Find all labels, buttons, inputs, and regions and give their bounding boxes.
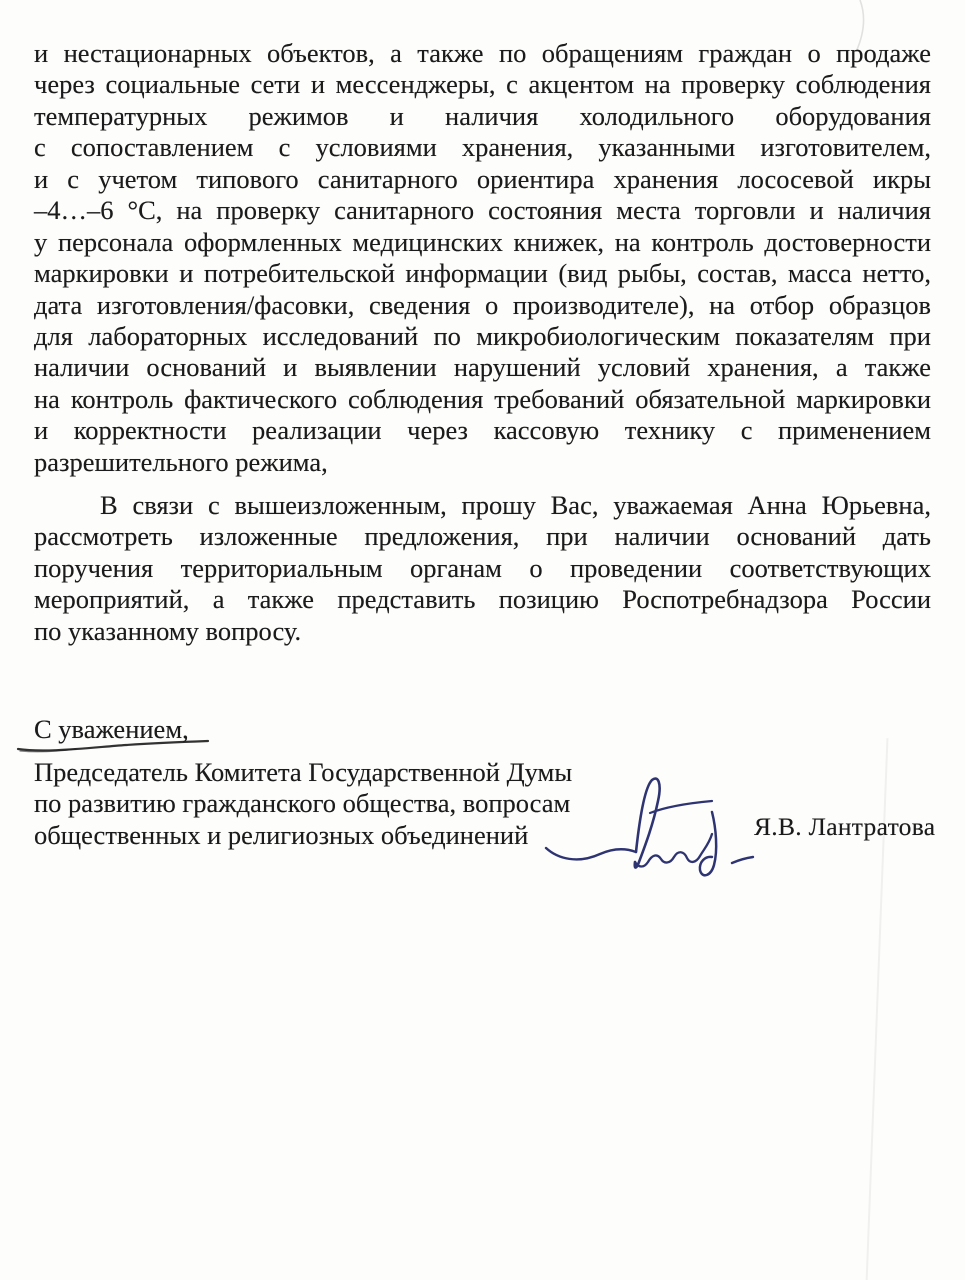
text-line: Председатель Комитета Государственной Думы <box>34 756 573 787</box>
text-line: дата изготовления/фасовки, сведения о производителе), на отбор образцов <box>34 289 931 320</box>
text-line: рассмотреть изложенные предложения, при наличии оснований дать <box>34 521 931 552</box>
text-line: для лабораторных исследований по микробиологическим показателям при <box>34 320 931 351</box>
text-line: на контроль фактического соблюдения требований обязательной маркировки <box>34 383 931 414</box>
handwritten-underline <box>16 736 211 756</box>
signer-name: Я.В. Лантратова <box>754 812 936 841</box>
text-line: через социальные сети и мессенджеры, с акцентом на проверку соблюдения <box>34 69 931 100</box>
text-line: поручения территориальным органам о проведении соответствующих <box>34 552 931 583</box>
text-line: и нестационарных объектов, а также по обращениям граждан о продаже <box>34 38 931 68</box>
text-line: –4…–6 °С, на проверку санитарного состояния места торговли и наличия <box>34 195 931 226</box>
text-line: и с учетом типового санитарного ориентира хранения лососевой икры <box>34 163 931 194</box>
text-line: наличии оснований и выявлении нарушений условий хранения, а также <box>34 352 931 383</box>
body-paragraph-1 <box>34 38 931 478</box>
salutation: С уважением, <box>34 714 189 744</box>
text-line: В связи с вышеизложенным, прошу Вас, уважаемая Анна Юрьевна, <box>100 490 931 520</box>
body-paragraph-2 <box>34 490 931 647</box>
text-line: по указанному вопросу. <box>34 615 302 646</box>
text-line: маркировки и потребительской информации (вид рыбы, состав, масса нетто, <box>34 258 931 289</box>
text-line: с сопоставлением с условиями хранения, указанными изготовителем, <box>34 132 931 163</box>
text-line: у персонала оформленных медицинских книжек, на контроль достоверности <box>34 226 931 257</box>
text-line: по развитию гражданского общества, вопросам <box>34 788 571 818</box>
signature-ink-icon <box>540 772 765 888</box>
text-line: температурных режимов и наличия холодильного оборудования <box>34 100 931 131</box>
text-line: мероприятий, а также представить позицию Роспотребнадзора России <box>34 584 931 615</box>
text-line: и корректности реализации через кассовую технику с применением <box>34 415 931 446</box>
text-line: разрешительного режима, <box>34 446 328 477</box>
scan-artifact-arc <box>848 0 872 52</box>
text-line: общественных и религиозных объединений <box>34 819 529 850</box>
